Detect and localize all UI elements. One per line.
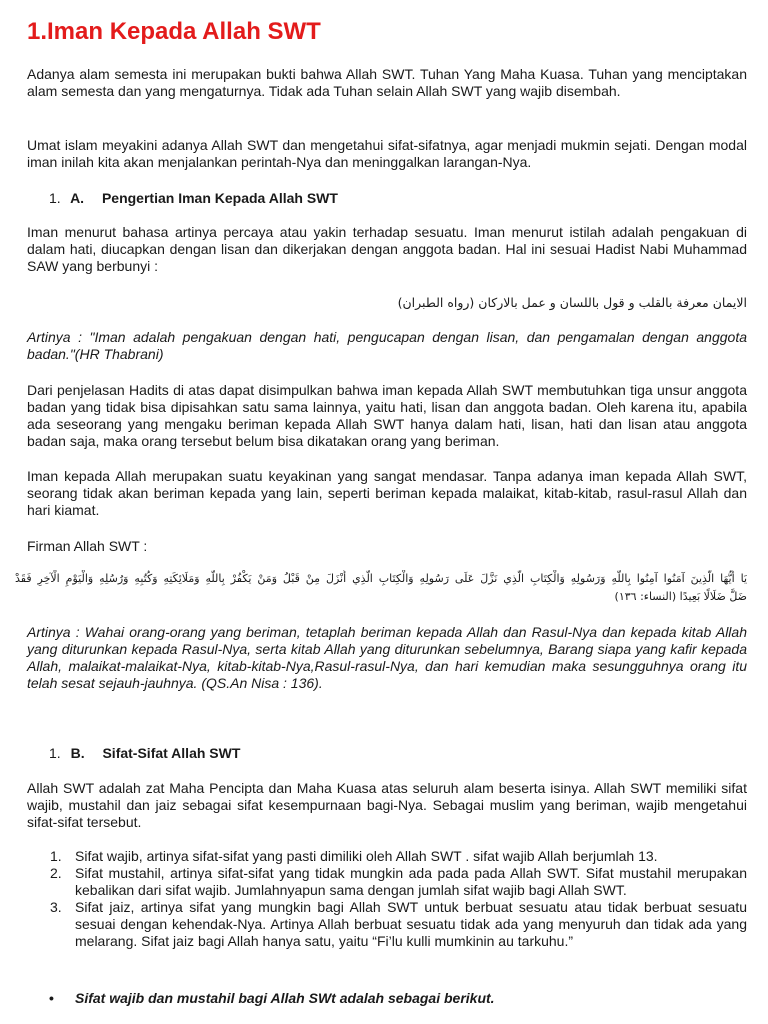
section-a-paragraph-2: Dari penjelasan Hadits di atas dapat disimpulkan bahwa iman kepada Allah SWT membutuhkan tiga unsur anggota badan yang tidak bisa dipisahkan satu sama lainnya, yaitu hati, lisan dan anggota badan. Oleh karena itu, apabila ada seseorang yang mengaku beriman kepada Allah SWT hanya dalam hati, lisan, hati dan lisan atau anggota badan saja, maka orang tersebut belum bisa dikatakan orang yang beriman. [27, 382, 747, 449]
list-item [50, 865, 747, 899]
intro-paragraph-2: Umat islam meyakini adanya Allah SWT dan mengetahui sifat-sifatnya, agar menjadi mukmin sejati. Dengan modal iman inilah kita akan menjalankan perintah-Nya dan meninggalkan larangan-Nya. [27, 137, 747, 170]
list-item-number: 2. [50, 865, 62, 881]
bullet-note [49, 990, 495, 1007]
bullet-text: Sifat wajib dan mustahil bagi Allah SWt adalah sebagai berikut. [75, 990, 495, 1006]
list-item-text: Sifat wajib, artinya sifat-sifat yang pasti dimiliki oleh Allah SWT . sifat wajib Allah berjumlah 13. [75, 848, 658, 864]
section-a-letter: A. [70, 190, 85, 206]
section-b-paragraph-1: Allah SWT adalah zat Maha Pencipta dan Maha Kuasa atas seluruh alam beserta isinya. Allah SWT memiliki sifat wajib, mustahil dan jaiz sebagai sifat kesempurnaan bagi-Nya. Sebagai muslim yang beriman, wajib mengetahui sifat-sifat tersebut. [27, 780, 747, 830]
section-a-title: Pengertian Iman Kepada Allah SWT [101, 190, 338, 206]
ayah-arabic-line-1: يَا أَيُّهَا الَّذِينَ آمَنُوا آمِنُوا بِاللَّهِ وَرَسُولِهِ وَالْكِتَابِ الَّذِي نَزَّلَ عَلَى رَسُولِهِ وَالْكِتَابِ الَّذِي أَنْزَلَ مِنْ قَبْلُ وَمَنْ يَكْفُرْ بِاللَّهِ وَمَلَائِكَتِهِ وَكُتُبِهِ وَرُسُلِهِ وَالْيَوْمِ الْآخِرِ فَقَدْ [15, 572, 747, 585]
sifat-list [27, 848, 747, 950]
list-item-text: Sifat mustahil, artinya sifat-sifat yang tidak mungkin ada pada pada Allah SWT. Sifat mustahil merupakan kebalikan dari sifat wajib. Jumlahnyapun sama dengan jumlah sifat wajib bagi Allah SWT. [75, 865, 747, 898]
section-b-number: 1. [49, 745, 61, 761]
section-a-paragraph-3: Iman kepada Allah merupakan suatu keyakinan yang sangat mendasar. Tanpa adanya iman kepada Allah SWT, seorang tidak akan beriman kepada yang lain, seperti beriman kepada malaikat, kitab-kitab, rasul-rasul Allah dan hari kiamat. [27, 468, 747, 518]
list-item [50, 848, 747, 865]
list-item-number: 1. [50, 848, 62, 864]
hadith-translation: Artinya : "Iman adalah pengakuan dengan hati, pengucapan dengan lisan, dan pengamalan dengan anggota badan."(HR Thabrani) [27, 329, 747, 362]
section-a-number: 1. [49, 190, 61, 206]
firman-label: Firman Allah SWT : [27, 538, 148, 554]
section-a-heading [49, 190, 338, 207]
list-item-text: Sifat jaiz, artinya sifat yang mungkin bagi Allah SWT untuk berbuat sesuatu atau tidak berbuat sesuatu sesuai dengan kehendak-Nya. Artinya Allah berbuat sesuatu tidak ada yang menyuruh dan tidak ada yang melarang. Sifat jaiz bagi Allah hanya satu, yaitu “Fi’lu kulli mumkinin au tarkuhu.” [75, 899, 747, 949]
section-b-title: Sifat-Sifat Allah SWT [102, 745, 241, 761]
bullet-icon: • [49, 990, 54, 1006]
list-item-number: 3. [50, 899, 62, 915]
section-b-letter: B. [70, 745, 85, 761]
page-title: 1.Iman Kepada Allah SWT [27, 18, 321, 45]
intro-paragraph-1: Adanya alam semesta ini merupakan bukti bahwa Allah SWT. Tuhan Yang Maha Kuasa. Tuhan yang menciptakan alam semesta dan yang mengaturnya. Tidak ada Tuhan selain Allah SWT yang wajib disembah. [27, 66, 747, 99]
ayah-arabic-line-2: ضَلَّ ضَلَالًا بَعِيدًا (النساء: ١٣٦) [614, 590, 747, 603]
hadith-arabic: الايمان معرفة بالقلب و قول باللسان و عمل بالاركان (رواه الطبران) [397, 295, 747, 310]
section-b-heading [49, 745, 240, 762]
section-a-paragraph-1: Iman menurut bahasa artinya percaya atau yakin terhadap sesuatu. Iman menurut istilah adalah pengakuan di dalam hati, diucapkan dengan lisan dan dikerjakan dengan anggota badan. Hal ini sesuai Hadist Nabi Muhammad SAW yang berbunyi : [27, 224, 747, 274]
ayah-translation: Artinya : Wahai orang-orang yang beriman, tetaplah beriman kepada Allah dan Rasul-Nya dan kepada kitab Allah yang diturunkan kepada Rasul-Nya, serta kitab Allah yang diturunkan sebelumnya, Barang siapa yang kafir kepada Allah, malaikat-malaikat-Nya, kitab-kitab-Nya,Rasul-rasul-Nya, dan hari kemudian maka sesungguhnya orang itu telah sesat sejauh-jauhnya. (QS.An Nisa : 136). [27, 624, 747, 691]
list-item [50, 899, 747, 950]
